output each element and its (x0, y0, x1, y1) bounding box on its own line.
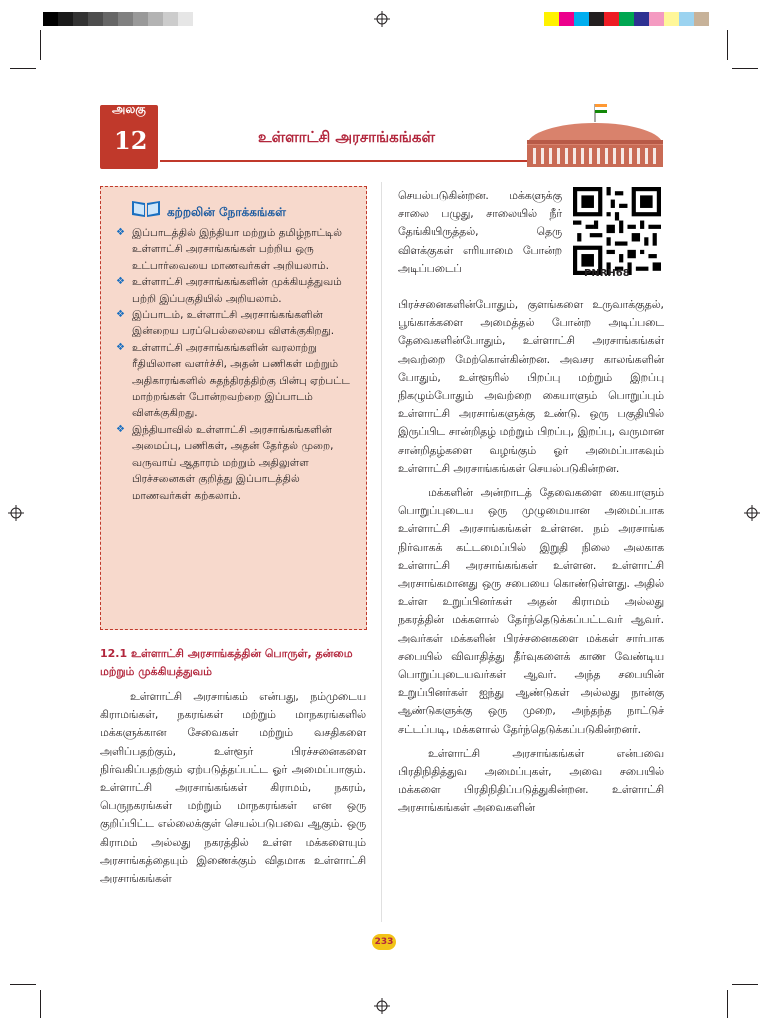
crop-mark (727, 30, 728, 60)
registration-mark-icon (8, 505, 24, 521)
page-title: உள்ளாட்சி அரசாங்கங்கள் (258, 128, 435, 146)
crop-mark (732, 984, 758, 985)
list-item: ❖ உள்ளாட்சி அரசாங்கங்களின் முக்கியத்துவம் பற்றி இப்பகுதியில் அறியலாம். (116, 274, 352, 307)
grayscale-bar (43, 12, 193, 26)
page-number: 233 (372, 934, 396, 950)
crop-mark (10, 68, 36, 69)
body-paragraph: உள்ளாட்சி அரசாங்கங்கள் என்பவை பிரதிநிதித்துவ அமைப்புகள், அவை சபையில் மக்களை பிரதிநிதிப்படுத்துகின்றன. உள்ளாட்சி அரசாங்கங்கள் அவைகளின் (398, 746, 664, 815)
crop-mark (727, 990, 728, 1018)
objectives-title: கற்றலின் நோக்கங்கள் (167, 205, 286, 219)
qr-code-label: PNRH68 (584, 268, 630, 279)
parliament-building-icon (525, 100, 665, 170)
body-paragraph: உள்ளாட்சி அரசாங்கம் என்பது, நம்முடைய கிராமங்கள், நகரங்கள் மற்றும் மாநகரங்களில் மக்களுக்கான சேவைகள் மற்றும் வசதிகளை அளிப்பதற்கும், உள்ளூர் பிரச்சனைகளை நிர்வகிப்பதற்கும் ஏற்படுத்தப்பட்ட ஓர் அமைப்பாகும். உள்ளாட்சி அரசாங்கங்கள் கிராமம், நகரம், பெருநகரங்கள் மற்றும் மாநகரங்கள் என ஒரு குறிப்பிட்ட எல்லைக்குள் செயல்படுபவை ஆகும். ஒரு கிராமம் அல்லது நகரத்தில் உள்ள மக்களையும் அரசாங்கத்தையும் இணைக்கும் விதமாக உள்ளாட்சி அரசாங்கங்கள் (100, 690, 366, 886)
color-bar (544, 12, 709, 26)
right-column-text (398, 296, 664, 824)
objectives-list (116, 225, 352, 504)
body-paragraph: பிரச்சனைகளின்போதும், குளங்களை உருவாக்குதல், பூங்காக்களை அமைத்தல் போன்ற அடிப்படை தேவைகளின்போதும், உள்ளாட்சி அரசாங்கங்கள் அவற்றை மேற்கொள்கின்றன. அவசர காலங்களின் போதும், உள்ளூரில் பிறப்பு மற்றும் இறப்பு நிகழும்போதும் அவற்றை கையாளும் பொறுப்பும் உள்ளாட்சி அரசாங்களுக்கு உண்டு. ஒரு பகுதியில் இருப்பிட சான்றிதழ் மற்றும் பிறப்பு, இறப்பு, வருமான சான்றிதழ்களை வழங்கும் ஓர் அமைப்பாகவும் உள்ளாட்சி அரசாங்கங்கள் செயல்படுகின்றன. (398, 298, 664, 475)
registration-mark-icon (374, 11, 390, 27)
list-item: ❖ இப்பாடத்தில் இந்தியா மற்றும் தமிழ்நாட்டில் உள்ளாட்சி அரசாங்கங்கள் பற்றிய ஒரு உட்பார்வையை மாணவர்கள் அறியலாம். (116, 225, 352, 274)
registration-mark-icon (374, 998, 390, 1014)
crop-mark (10, 984, 36, 985)
body-paragraph: செயல்படுகின்றன. மக்களுக்கு சாலை பழுது, சாலையில் நீர் தேங்கியிருத்தல், தெரு விளக்குகள் எரியாமை போன்ற அடிப்படைப் (398, 189, 562, 275)
unit-number: 12 (114, 126, 148, 155)
registration-mark-icon (744, 505, 760, 521)
qr-code[interactable] (573, 187, 661, 275)
list-item: ❖ இந்தியாவில் உள்ளாட்சி அரசாங்கங்களின் அமைப்பு, பணிகள், அதன் தேர்தல் முறை, வருவாய் ஆதாரம் மற்றும் அதிலுள்ள பிரச்சனைகள் குறித்து இப்பாடத்தில் மாணவர்கள் கற்கலாம். (116, 422, 352, 504)
list-item: ❖ உள்ளாட்சி அரசாங்கங்களின் வரலாற்று ரீதியிலான வளர்ச்சி, அதன் பணிகள் மற்றும் அதிகாரங்களில் சுதந்திரத்திற்கு பின்பு ஏற்பட்ட மாற்றங்கள் போன்றவற்றை இப்பாடம் விளக்குகிறது. (116, 340, 352, 422)
unit-label: அலகு (112, 102, 146, 116)
crop-mark (732, 68, 758, 69)
section-heading: 12.1 உள்ளாட்சி அரசாங்கத்தின் பொருள், தன்மை மற்றும் முக்கியத்துவம் (100, 647, 353, 678)
list-item: ❖ இப்பாடம், உள்ளாட்சி அரசாங்கங்களின் இன்றைய பரப்பெல்லையை விளக்குகிறது. (116, 307, 352, 340)
body-paragraph: மக்களின் அன்றாடத் தேவைகளை கையாளும் பொறுப்புடைய ஒரு முழுமையான அமைப்பாக உள்ளாட்சி அரசாங்கங்கள் உள்ளன. நம் அரசாங்க நிர்வாகக் கட்டமைப்பில் இறுதி நிலை அலகாக உள்ளாட்சி அரசாங்கங்கள் உள்ளன. உள்ளாட்சி அரசாங்கமானது ஒரு சபையை கொண்டுள்ளது. அதில் உள்ள உறுப்பினர்கள் அதன் கிராமம் அல்லது நகரத்தின் மக்களால் தேர்ந்தெடுக்கப்பட்டவர் ஆவர். அவர்கள் மக்களின் பிரச்சனைகளை மக்கள் சார்பாக சபையில் விவாதித்து தீர்வுகளைக் காண வேண்டிய பொறுப்புடையவர்கள் ஆவர். அந்த சபையின் உறுப்பினர்கள் ஐந்து ஆண்டுகள் அல்லது நான்கு ஆண்டுகளுக்கு ஒரு முறை, அந்தந்த நாட்டுச் சட்டப்படி, மக்களால் தேர்ந்தெடுக்கப்படுகின்றனர். (398, 486, 664, 736)
column-divider (381, 182, 382, 922)
crop-mark (40, 30, 41, 60)
open-book-icon (130, 197, 162, 219)
crop-mark (40, 990, 41, 1018)
